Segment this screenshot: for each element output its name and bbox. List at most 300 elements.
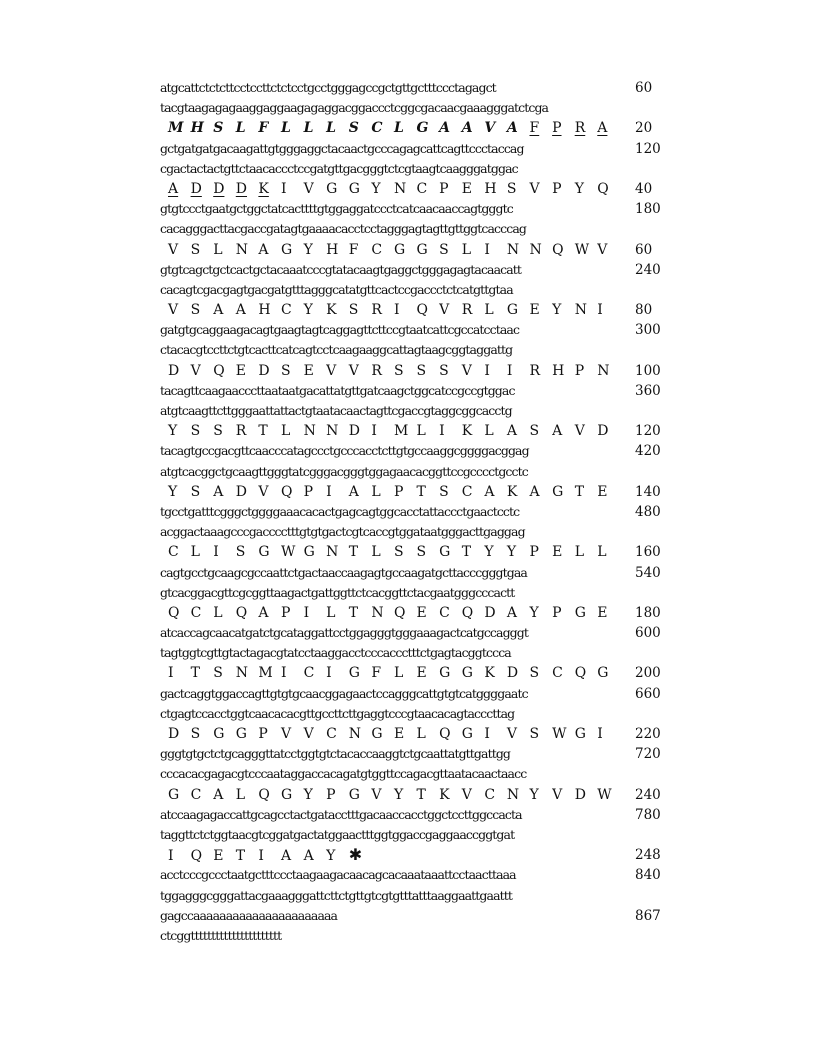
residue: S bbox=[190, 726, 201, 742]
residue: A bbox=[213, 302, 224, 319]
propeptide-residue: K bbox=[258, 180, 269, 197]
residue: S bbox=[439, 362, 449, 379]
residue: Y bbox=[506, 544, 517, 561]
amino-acid-sequence bbox=[168, 484, 620, 500]
residue: V bbox=[552, 786, 563, 803]
residue: R bbox=[235, 423, 247, 440]
antisense-sequence: cccacacgagacgtcccaataggaccacagatgtggttccagacgttaatacaactaacc bbox=[160, 766, 527, 782]
sense-sequence: gactcaggtggaccagttgtgtgcaacggagaactccagggcattgtgtcatggggaatc bbox=[160, 685, 528, 701]
residue: L bbox=[393, 665, 404, 682]
residue: G bbox=[393, 241, 406, 258]
residue: G bbox=[552, 483, 564, 500]
antisense-strand-row bbox=[160, 704, 680, 724]
residue: N bbox=[235, 241, 249, 258]
residue: Y bbox=[529, 604, 539, 621]
nucleotide-position: 120 bbox=[635, 140, 661, 157]
residue: Q bbox=[574, 665, 587, 682]
residue: H bbox=[484, 180, 497, 197]
nucleotide-position: 540 bbox=[635, 564, 661, 581]
nucleotide-position: 60 bbox=[635, 80, 653, 96]
residue: I bbox=[484, 726, 490, 742]
residue: C bbox=[190, 786, 202, 803]
antisense-strand-row bbox=[160, 98, 680, 118]
signal-peptide-residue: L bbox=[393, 120, 404, 137]
residue: I bbox=[484, 362, 490, 379]
antisense-strand-row bbox=[160, 401, 680, 421]
sense-sequence: atcaccagcaacatgatctgcataggattcctggagggtgggaaagactcatgccagggt bbox=[160, 625, 529, 641]
amino-acid-row bbox=[160, 542, 680, 562]
residue: Q bbox=[235, 604, 248, 621]
sense-sequence: atccaagagaccattgcagcctactgatacctttgacaaccacctggctccttggccacta bbox=[160, 806, 522, 822]
amino-acid-position: 80 bbox=[635, 302, 653, 319]
residue: A bbox=[303, 848, 314, 865]
residue: G bbox=[461, 665, 473, 682]
residue: Y bbox=[168, 423, 178, 440]
residue: P bbox=[552, 180, 562, 197]
antisense-sequence: acggactaaagcccgacccctttgtgtgactcgtcaccgtggataatgggacttgaggag bbox=[160, 524, 525, 540]
amino-acid-sequence bbox=[168, 845, 371, 865]
amino-acid-position: 160 bbox=[635, 544, 661, 561]
residue: G bbox=[506, 302, 519, 319]
sense-strand-row bbox=[160, 744, 680, 764]
residue: Q bbox=[168, 604, 180, 621]
propeptide-residue: D bbox=[190, 180, 202, 197]
residue: R bbox=[371, 362, 382, 379]
residue: D bbox=[168, 726, 180, 742]
residue: Y bbox=[574, 180, 584, 197]
residue: C bbox=[552, 665, 563, 682]
residue: C bbox=[371, 241, 383, 258]
residue: I bbox=[597, 302, 603, 319]
residue: A bbox=[235, 302, 246, 319]
residue: G bbox=[371, 726, 383, 742]
residue: H bbox=[552, 362, 565, 379]
residue: I bbox=[506, 362, 513, 379]
residue: T bbox=[235, 848, 246, 865]
residue: I bbox=[280, 180, 287, 197]
residue: Y bbox=[484, 544, 494, 561]
amino-acid-row bbox=[160, 361, 680, 381]
propeptide-residue: A bbox=[168, 180, 179, 197]
residue: I bbox=[326, 483, 332, 500]
residue: V bbox=[303, 726, 314, 742]
residue: I bbox=[168, 665, 174, 682]
residue: I bbox=[168, 848, 174, 865]
residue: L bbox=[597, 544, 607, 561]
residue: P bbox=[280, 604, 291, 621]
propeptide-residue: D bbox=[213, 180, 225, 197]
amino-acid-row bbox=[160, 179, 680, 199]
residue: Q bbox=[280, 483, 293, 500]
amino-acid-row bbox=[160, 785, 680, 805]
amino-acid-row bbox=[160, 482, 680, 502]
amino-acid-position: 100 bbox=[635, 362, 661, 379]
propeptide-residue: F bbox=[529, 120, 540, 137]
antisense-sequence: cacagtcgacgagtgacgatgtttagggcatatgttcactccgaccctctcatgttgtaa bbox=[160, 281, 513, 297]
signal-peptide-residue: L bbox=[280, 120, 291, 137]
amino-acid-position: 220 bbox=[635, 726, 661, 742]
residue: T bbox=[574, 483, 585, 500]
residue: S bbox=[393, 544, 404, 561]
residue: V bbox=[574, 423, 585, 440]
residue: N bbox=[574, 302, 587, 319]
residue: K bbox=[326, 302, 337, 319]
residue: T bbox=[416, 483, 426, 500]
residue: I bbox=[326, 665, 332, 682]
residue: T bbox=[461, 544, 472, 561]
residue: V bbox=[348, 362, 359, 379]
sense-strand-row bbox=[160, 320, 680, 340]
residue: G bbox=[235, 726, 247, 742]
sense-strand-row bbox=[160, 441, 680, 461]
residue: E bbox=[416, 665, 427, 682]
residue: E bbox=[597, 604, 608, 621]
residue: Q bbox=[416, 302, 429, 319]
residue: P bbox=[552, 604, 562, 621]
residue: E bbox=[303, 362, 314, 379]
residue: V bbox=[461, 786, 472, 803]
residue: K bbox=[484, 665, 495, 682]
sense-sequence: tacagtgccgacgttcaacccatagccctgcccacctcttgtgccaaggcggggacggag bbox=[160, 443, 529, 459]
residue: G bbox=[439, 544, 451, 561]
residue: D bbox=[484, 604, 496, 621]
signal-peptide-residue: S bbox=[213, 120, 224, 137]
signal-peptide-residue: C bbox=[371, 120, 383, 137]
residue: Q bbox=[552, 241, 564, 258]
sense-strand-row bbox=[160, 906, 680, 926]
antisense-sequence: cacagggacttacgaccgatagtgaaaacacctcctagggagtagttgttggtcacccag bbox=[160, 221, 527, 237]
residue: E bbox=[461, 180, 472, 197]
residue: Y bbox=[326, 848, 336, 865]
residue: M bbox=[393, 423, 409, 440]
residue: G bbox=[303, 544, 315, 561]
residue: A bbox=[529, 483, 540, 500]
residue: N bbox=[393, 180, 407, 197]
residue: E bbox=[416, 604, 427, 621]
residue: V bbox=[258, 483, 269, 500]
nucleotide-position: 180 bbox=[635, 201, 661, 218]
amino-acid-sequence bbox=[168, 363, 620, 379]
sense-sequence: gggtgtgctctgcagggttatcctggtgtctacaccaaggtctgcaattatgttgattgg bbox=[160, 746, 511, 762]
nucleotide-position: 867 bbox=[635, 907, 661, 924]
residue: T bbox=[348, 544, 359, 561]
sense-sequence: atgcattctctcttcctccttctctcctgcctgggagccgctgttgctttccctagagct bbox=[160, 80, 496, 95]
residue: V bbox=[168, 241, 179, 258]
residue: K bbox=[461, 423, 473, 440]
sense-sequence: gatgtgcaggaagacagtgaagtagtcaggagttcttccgtaatcattcgccatcctaac bbox=[160, 322, 520, 338]
residue: S bbox=[190, 483, 201, 500]
signal-peptide-residue: V bbox=[484, 120, 496, 137]
residue: V bbox=[371, 786, 382, 803]
nucleotide-position: 840 bbox=[635, 867, 661, 884]
residue: I bbox=[280, 665, 287, 682]
residue: E bbox=[213, 848, 224, 865]
amino-acid-row bbox=[160, 421, 680, 441]
sense-strand-row bbox=[160, 502, 680, 522]
residue: L bbox=[213, 241, 223, 258]
residue: I bbox=[484, 241, 490, 258]
residue: N bbox=[371, 604, 384, 621]
stop-codon-asterisk: ✱ bbox=[348, 845, 363, 865]
amino-acid-position: 40 bbox=[635, 180, 653, 197]
sense-strand-row bbox=[160, 563, 680, 583]
sense-strand-row bbox=[160, 199, 680, 219]
sense-sequence: tacagttcaagaacccttaataatgacattatgttgatcaagctggcatccgccgtggac bbox=[160, 382, 515, 398]
residue: Y bbox=[371, 180, 381, 197]
sense-sequence: gctgatgatgacaagattgtgggaggctacaactgcccagagcattcagttccctaccag bbox=[160, 140, 524, 156]
amino-acid-position: 200 bbox=[635, 665, 661, 682]
amino-acid-sequence bbox=[168, 120, 620, 136]
residue: C bbox=[461, 483, 473, 500]
antisense-strand-row bbox=[160, 825, 680, 845]
residue: E bbox=[597, 483, 608, 500]
amino-acid-sequence bbox=[168, 787, 620, 803]
signal-peptide-residue: S bbox=[348, 120, 359, 137]
amino-acid-sequence bbox=[168, 605, 620, 621]
residue: D bbox=[235, 483, 248, 500]
propeptide-residue: D bbox=[235, 180, 248, 197]
residue: L bbox=[484, 302, 494, 319]
amino-acid-sequence bbox=[168, 544, 620, 560]
amino-acid-row bbox=[160, 663, 680, 683]
antisense-sequence: ctgagtccacctggtcaacacacgttgccttcttgaggtcccgtaacacagtacccttag bbox=[160, 705, 515, 721]
residue: E bbox=[235, 362, 247, 379]
residue: L bbox=[235, 786, 246, 803]
sense-sequence: gtgtcagctgctcactgctacaaatcccgtatacaagtgaggctgggagagtacaacatt bbox=[160, 261, 522, 277]
antisense-sequence: cgactactactgttctaacaccctccgatgttgacgggtctcgtaagtcaagggatggac bbox=[160, 160, 518, 176]
residue: L bbox=[574, 544, 584, 561]
amino-acid-row bbox=[160, 845, 680, 865]
residue: G bbox=[348, 180, 360, 197]
residue: V bbox=[597, 241, 608, 258]
residue: A bbox=[280, 848, 292, 865]
residue: E bbox=[393, 726, 405, 742]
residue: Q bbox=[190, 848, 203, 865]
residue: Y bbox=[303, 302, 313, 319]
residue: G bbox=[416, 241, 428, 258]
antisense-sequence: atgtcaagttcttgggaattattactgtaatacaactagttcgaccgtaggcggcacctg bbox=[160, 403, 512, 418]
antisense-strand-row bbox=[160, 219, 680, 239]
residue: R bbox=[461, 302, 473, 319]
residue: I bbox=[393, 302, 400, 319]
residue: R bbox=[529, 362, 541, 379]
amino-acid-row bbox=[160, 118, 680, 138]
residue: G bbox=[348, 665, 360, 682]
signal-peptide-residue: G bbox=[416, 120, 429, 137]
residue: Q bbox=[213, 362, 225, 379]
antisense-sequence: tagtggtcgttgtactagacgtatcctaaggacctcccaccctttctgagtacggtccca bbox=[160, 645, 511, 661]
amino-acid-position: 140 bbox=[635, 483, 661, 500]
nucleotide-position: 420 bbox=[635, 443, 661, 460]
nucleotide-position: 240 bbox=[635, 261, 661, 278]
antisense-strand-row bbox=[160, 643, 680, 663]
signal-peptide-residue: A bbox=[439, 120, 450, 137]
residue: L bbox=[190, 544, 200, 561]
residue: Q bbox=[439, 726, 451, 742]
residue: S bbox=[416, 544, 427, 561]
residue: S bbox=[439, 241, 449, 258]
residue: D bbox=[574, 786, 586, 803]
nucleotide-position: 780 bbox=[635, 806, 661, 823]
residue: V bbox=[529, 180, 540, 197]
amino-acid-sequence bbox=[168, 242, 620, 258]
nucleotide-position: 600 bbox=[635, 625, 661, 642]
residue: Y bbox=[393, 786, 404, 803]
residue: S bbox=[529, 665, 540, 682]
sense-strand-row bbox=[160, 684, 680, 704]
residue: A bbox=[213, 786, 224, 803]
propeptide-residue: P bbox=[552, 120, 562, 137]
amino-acid-sequence bbox=[168, 665, 620, 681]
nucleotide-position: 720 bbox=[635, 746, 661, 763]
residue: N bbox=[348, 726, 361, 742]
residue: C bbox=[303, 665, 315, 682]
residue: P bbox=[258, 726, 268, 742]
residue: C bbox=[416, 180, 428, 197]
nucleotide-position: 480 bbox=[635, 503, 661, 520]
residue: C bbox=[326, 726, 337, 742]
sequence-document bbox=[160, 78, 680, 946]
residue: A bbox=[258, 604, 269, 621]
nucleotide-position: 300 bbox=[635, 322, 661, 339]
antisense-strand-row bbox=[160, 280, 680, 300]
antisense-strand-row bbox=[160, 886, 680, 906]
residue: G bbox=[461, 726, 473, 742]
residue: N bbox=[506, 786, 520, 803]
antisense-sequence: tggagggcgggattacgaaagggattcttctgttgtcgtgtttatttaaggaattgaattt bbox=[160, 887, 513, 903]
residue: S bbox=[213, 665, 223, 682]
signal-peptide-residue: L bbox=[303, 120, 314, 137]
sense-strand-row bbox=[160, 623, 680, 643]
residue: P bbox=[529, 544, 539, 561]
sense-strand-row bbox=[160, 78, 680, 98]
residue: S bbox=[393, 362, 404, 379]
residue: H bbox=[258, 302, 271, 319]
residue: N bbox=[326, 423, 339, 440]
residue: I bbox=[439, 423, 445, 440]
amino-acid-row bbox=[160, 240, 680, 260]
residue: S bbox=[280, 362, 291, 379]
residue: L bbox=[326, 604, 336, 621]
amino-acid-sequence bbox=[168, 726, 620, 742]
residue: S bbox=[213, 423, 223, 440]
residue: Y bbox=[303, 241, 313, 258]
amino-acid-row bbox=[160, 603, 680, 623]
residue: S bbox=[416, 362, 427, 379]
amino-acid-sequence bbox=[168, 423, 620, 439]
residue: L bbox=[213, 604, 223, 621]
signal-peptide-residue: L bbox=[235, 120, 246, 137]
residue: S bbox=[190, 302, 201, 319]
residue: Y bbox=[529, 786, 539, 803]
amino-acid-position: 120 bbox=[635, 423, 661, 440]
sense-strand-row bbox=[160, 260, 680, 280]
residue: L bbox=[416, 726, 426, 742]
residue: G bbox=[280, 241, 293, 258]
residue: P bbox=[303, 483, 313, 500]
nucleotide-position: 660 bbox=[635, 685, 661, 702]
residue: M bbox=[258, 665, 273, 682]
residue: S bbox=[529, 726, 540, 742]
residue: C bbox=[484, 786, 496, 803]
residue: T bbox=[190, 665, 200, 682]
residue: Y bbox=[552, 302, 562, 319]
amino-acid-position: 20 bbox=[635, 120, 653, 137]
residue: V bbox=[280, 726, 292, 742]
residue: W bbox=[574, 241, 590, 258]
residue: A bbox=[552, 423, 563, 440]
antisense-sequence: tacgtaagagagaaggaggaagagaggacggaccctcggcgacaacgaaagggatctcga bbox=[160, 100, 549, 116]
residue: V bbox=[190, 362, 201, 379]
nucleotide-position: 360 bbox=[635, 382, 661, 399]
antisense-strand-row bbox=[160, 340, 680, 360]
residue: L bbox=[371, 483, 381, 500]
residue: G bbox=[574, 604, 586, 621]
amino-acid-position: 60 bbox=[635, 241, 653, 258]
residue: T bbox=[416, 786, 426, 803]
residue: W bbox=[280, 544, 296, 561]
residue: T bbox=[258, 423, 268, 440]
residue: I bbox=[303, 604, 310, 621]
residue: A bbox=[258, 241, 269, 258]
residue: N bbox=[235, 665, 249, 682]
residue: G bbox=[213, 726, 225, 742]
residue: S bbox=[190, 423, 201, 440]
antisense-sequence: gtcacggacgttcgcggttaagactgattggttctcacggttctacgaatgggcccactt bbox=[160, 584, 515, 600]
sense-strand-row bbox=[160, 865, 680, 885]
residue: S bbox=[529, 423, 540, 440]
residue: I bbox=[371, 423, 377, 440]
amino-acid-sequence bbox=[168, 302, 620, 318]
residue: D bbox=[258, 362, 270, 379]
residue: D bbox=[168, 362, 180, 379]
antisense-strand-row bbox=[160, 583, 680, 603]
residue: Y bbox=[303, 786, 313, 803]
residue: Q bbox=[393, 604, 406, 621]
residue: Q bbox=[597, 180, 609, 197]
residue: C bbox=[168, 544, 179, 561]
sense-strand-row bbox=[160, 381, 680, 401]
residue: S bbox=[235, 544, 246, 561]
residue: F bbox=[348, 241, 359, 258]
residue: V bbox=[506, 726, 518, 742]
signal-peptide-residue: H bbox=[190, 120, 204, 137]
residue: L bbox=[371, 544, 381, 561]
residue: D bbox=[506, 665, 519, 682]
propeptide-residue: A bbox=[597, 120, 608, 137]
sense-sequence: acctcccgccctaatgctttccctaagaagacaacagcacaaataaattcctaacttaaa bbox=[160, 867, 516, 883]
residue: T bbox=[348, 604, 359, 621]
residue: K bbox=[439, 786, 450, 803]
residue: V bbox=[326, 362, 337, 379]
antisense-strand-row bbox=[160, 764, 680, 784]
antisense-sequence: atgtcacggctgcaagttgggtatcgggacgggtggagaacacggttccgcccctgcctc bbox=[160, 463, 528, 479]
residue: G bbox=[348, 786, 360, 803]
residue: G bbox=[439, 665, 451, 682]
residue: Q bbox=[258, 786, 270, 803]
amino-acid-position: 248 bbox=[635, 847, 661, 864]
residue: R bbox=[371, 302, 382, 319]
residue: V bbox=[439, 302, 450, 319]
antisense-strand-row bbox=[160, 926, 680, 946]
residue: G bbox=[597, 665, 609, 682]
residue: N bbox=[506, 241, 520, 258]
signal-peptide-residue: A bbox=[506, 120, 518, 137]
residue: K bbox=[506, 483, 518, 500]
sense-sequence: cagtgcctgcaagcgccaattctgactaaccaagagtgccaagatgcttacccgggtgaa bbox=[160, 564, 527, 580]
residue: P bbox=[326, 786, 336, 803]
residue: C bbox=[190, 604, 202, 621]
